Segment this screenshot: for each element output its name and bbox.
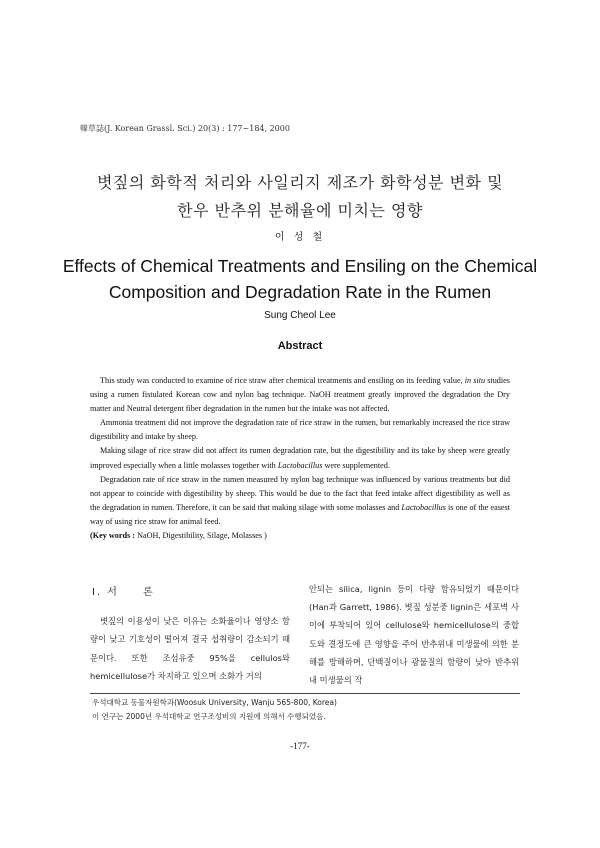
footnote-funding: 이 연구는 2000년 우석대학교 연구조성비의 지원에 의해서 수행되었음.: [92, 712, 326, 721]
abstract-p3-text-c: were supplemented.: [322, 460, 390, 470]
abstract-p1-text-c: studies using a rumen fistulated Korean cow and nylon bag technique. NaOH treatment greatly improved the degradation the Dry matter and Neutral detergent fiber degradation in the rumen but the intake was not affected.: [90, 376, 510, 414]
abstract-body: [90, 374, 510, 543]
body-column-left: [90, 580, 290, 685]
korean-title-line-1: 볏짚의 화학적 처리와 사일리지 제조가 화학성분 변화 및: [96, 173, 504, 192]
abstract-paragraph-1: [90, 374, 510, 416]
section-heading-introduction: Ⅰ. 서 론: [92, 587, 155, 598]
abstract-p3-italic: Lactobacillus: [277, 460, 323, 470]
journal-reference: 韓草誌(J. Korean Grassl. Sci.) 20(3) : 177~184, 2000: [80, 124, 290, 133]
keywords-label: (Key words :: [90, 531, 136, 541]
abstract-p1-text-a: This study was conducted to examine of rice straw after chemical treatments and ensiling on its feeding value,: [100, 376, 465, 385]
korean-title-line-2: 한우 반추위 분해율에 미치는 영향: [177, 201, 423, 220]
abstract-p4-italic: Lactobacillus: [401, 502, 446, 512]
abstract-paragraph-4: [90, 473, 510, 529]
abstract-p4-text-c: is one of the easest way of using rice straw for animal feed.: [90, 502, 510, 526]
page-number: -177-: [290, 741, 310, 751]
body-column-right: [309, 580, 519, 689]
english-title-line-1: Effects of Chemical Treatments and Ensiling on the Chemical: [62, 256, 538, 276]
abstract-p3-text-a: Making silage of rice straw did not affect its rumen degradation rate, but the digestibility and its take by sheep were greatly improved especially when a little molasses together with: [90, 446, 510, 470]
english-author: Sung Cheol Lee: [264, 310, 336, 321]
abstract-p4-text-a: Degradation rate of rice straw in the rumen measured by nylon bag technique was influenced by various treatments but did not appear to coincide with digestibility by sheep. This would be due to the fact that feed intake affect digestibility as well as the degradation in rumen. Therefore, it can be said that making silage with some molasses and: [90, 474, 510, 512]
intro-paragraph-right: 안되는 silica, lignin 등이 다량 함유되었기 때문이다(Han과 Garrett, 1986). 볏짚 성분중 lignin은 세포벽 사이에 부착되어 있어 cellulose와 hemicellulose의 중합도와 결정도에 큰 영향을 주어 반추위내 미생물에 의한 분해를 방해하며, 단백질이나 광물질의 함량이 낮아 반추위내 미생물의 작: [309, 584, 519, 686]
intro-paragraph-left: 볏짚의 이용성이 낮은 이유는 소화율이나 영양소 함량이 낮고 기호성이 떨어져 결국 섭취량이 감소되기 때문이다. 또한 조섬유중 95%을 cellulos와 hemicellulose가 차지하고 있으며 소화가 거의: [90, 616, 290, 681]
abstract-paragraph-2: Ammonia treatment did not improve the degradation rate of rice straw in the rumen, but remarkably increased the rice straw digestibility and intake by sheep.: [90, 418, 510, 442]
footnote-affiliation: 우석대학교 동물자원학과(Woosuk University, Wanju 565-800, Korea): [92, 698, 337, 707]
abstract-paragraph-3: [90, 444, 510, 472]
korean-author: 이 성 철: [274, 232, 326, 243]
abstract-p1-italic: in situ: [464, 376, 486, 385]
keywords-list: NaOH, Digestibility, Silage, Molasses ): [135, 531, 267, 541]
keywords-line: [90, 529, 510, 543]
footnote-divider: [90, 693, 520, 694]
abstract-heading: Abstract: [277, 340, 323, 352]
english-title-line-2: Composition and Degradation Rate in the Rumen: [108, 282, 492, 302]
